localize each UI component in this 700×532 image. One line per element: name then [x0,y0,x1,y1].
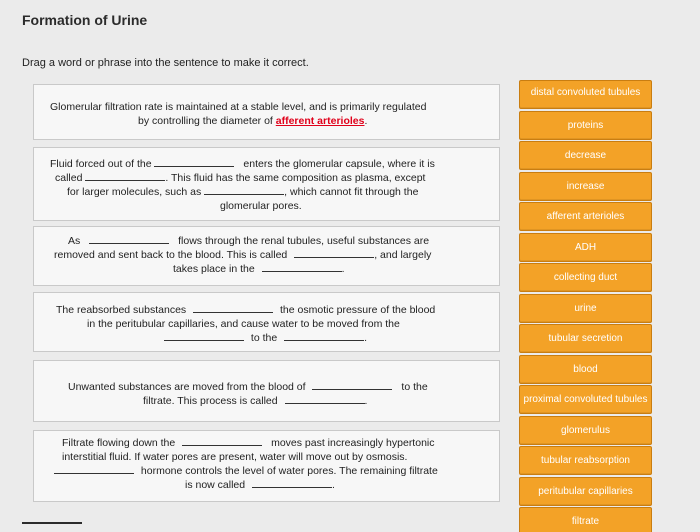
drop-blank[interactable] [204,187,284,195]
sentence-text: filtrate. This process is called [143,395,278,407]
drop-blank[interactable] [154,159,234,167]
word-chip[interactable]: ADH [519,233,652,262]
sentence-text: moves past increasingly hypertonic [271,437,435,449]
filled-answer-slot[interactable]: afferent arterioles [275,115,365,127]
sentence-line [173,263,345,277]
sentence-line [50,158,435,172]
sentence-text: glomerular pores. [220,200,302,212]
sentence-line [62,437,435,451]
sentence-box-4 [33,292,500,352]
drop-blank[interactable] [262,264,342,272]
sentence-text: to the [401,381,428,393]
sentence-text: Fluid forced out of the [50,158,152,170]
sentence-text: is now called [185,479,246,491]
drop-blank[interactable] [85,173,165,181]
sentence-text: Filtrate flowing down the [62,437,176,449]
sentence-text: The reabsorbed substances [56,304,187,316]
instructions: Drag a word or phrase into the sentence to make it correct. [22,57,309,69]
sentence-line [56,304,435,318]
sentence-text: in the peritubular capillaries, and cause water to be moved from the [87,318,400,330]
drop-blank[interactable] [89,236,169,244]
sentence-text: , and largely [374,249,432,261]
drop-blank[interactable] [284,333,364,341]
sentence-line [67,186,418,200]
page-title: Formation of Urine [22,12,148,28]
drop-blank[interactable] [54,466,134,474]
word-chip[interactable]: urine [519,294,652,323]
sentence-line [54,465,438,479]
sentence-text: . This fluid has the same composition as plasma, except [165,172,426,184]
drop-blank[interactable] [182,438,262,446]
sentence-text: the osmotic pressure of the blood [280,304,436,316]
sentence-text: by controlling the diameter of [138,115,273,127]
sentence-text: hormone controls the level of water pores. The remaining filtrate [140,465,438,477]
sentence-text: for larger molecules, such as [67,186,202,198]
sentence-text: , which cannot fit through the [284,186,419,198]
drop-blank[interactable] [164,333,244,341]
sentence-text: takes place in the [173,263,255,275]
sentence-line [164,332,367,346]
sentence-line [138,115,367,129]
word-chip[interactable]: blood [519,355,652,384]
drop-blank[interactable] [193,305,273,313]
sentence-text: . [341,263,345,275]
drop-blank[interactable] [294,250,374,258]
sentence-line [54,249,431,263]
word-chip[interactable]: increase [519,172,652,201]
sentence-text: removed and sent back to the blood. This is called [54,249,288,261]
sentence-text: to the [250,332,278,344]
word-chip[interactable]: peritubular capillaries [519,477,652,506]
word-chip[interactable]: proteins [519,111,652,140]
sentence-text: enters the glomerular capsule, where it is [243,158,435,170]
word-chip[interactable]: glomerulus [519,416,652,445]
sentence-text: Glomerular filtration rate is maintained at a stable level, and is primarily regulated [50,101,427,113]
drop-blank[interactable] [252,480,332,488]
sentence-text: . [332,479,335,491]
footer-divider [22,522,82,532]
word-chip[interactable]: decrease [519,141,652,170]
sentence-line [55,172,425,186]
sentence-line [68,235,429,249]
sentence-text: As [68,235,81,247]
sentence-text: interstitial fluid. If water pores are present, water will move out by osmosis. [62,451,408,463]
word-chip[interactable]: proximal convoluted tubules [519,385,652,414]
word-chip[interactable]: tubular reabsorption [519,446,652,475]
sentence-text: . [364,395,368,407]
sentence-text: . [364,115,368,127]
sentence-box-1 [33,84,500,140]
sentence-box-5 [33,360,500,422]
drop-blank[interactable] [285,396,365,404]
sentence-text: Unwanted substances are moved from the blood of [68,381,306,393]
sentence-box-3 [33,226,500,286]
sentence-box-6 [33,430,500,502]
sentence-text: . [364,332,368,344]
sentence-text: flows through the renal tubules, useful substances are [178,235,430,247]
sentence-text: called [55,172,83,184]
sentence-line [68,381,428,395]
word-chip[interactable]: distal convoluted tubules [519,80,652,109]
sentence-box-2 [33,147,500,221]
word-chip[interactable]: afferent arterioles [519,202,652,231]
sentence-line [143,395,367,409]
word-chip[interactable]: filtrate [519,507,652,532]
word-chip[interactable]: collecting duct [519,263,652,292]
drop-blank[interactable] [312,382,392,390]
word-chip[interactable]: tubular secretion [519,324,652,353]
sentence-line [185,479,335,493]
